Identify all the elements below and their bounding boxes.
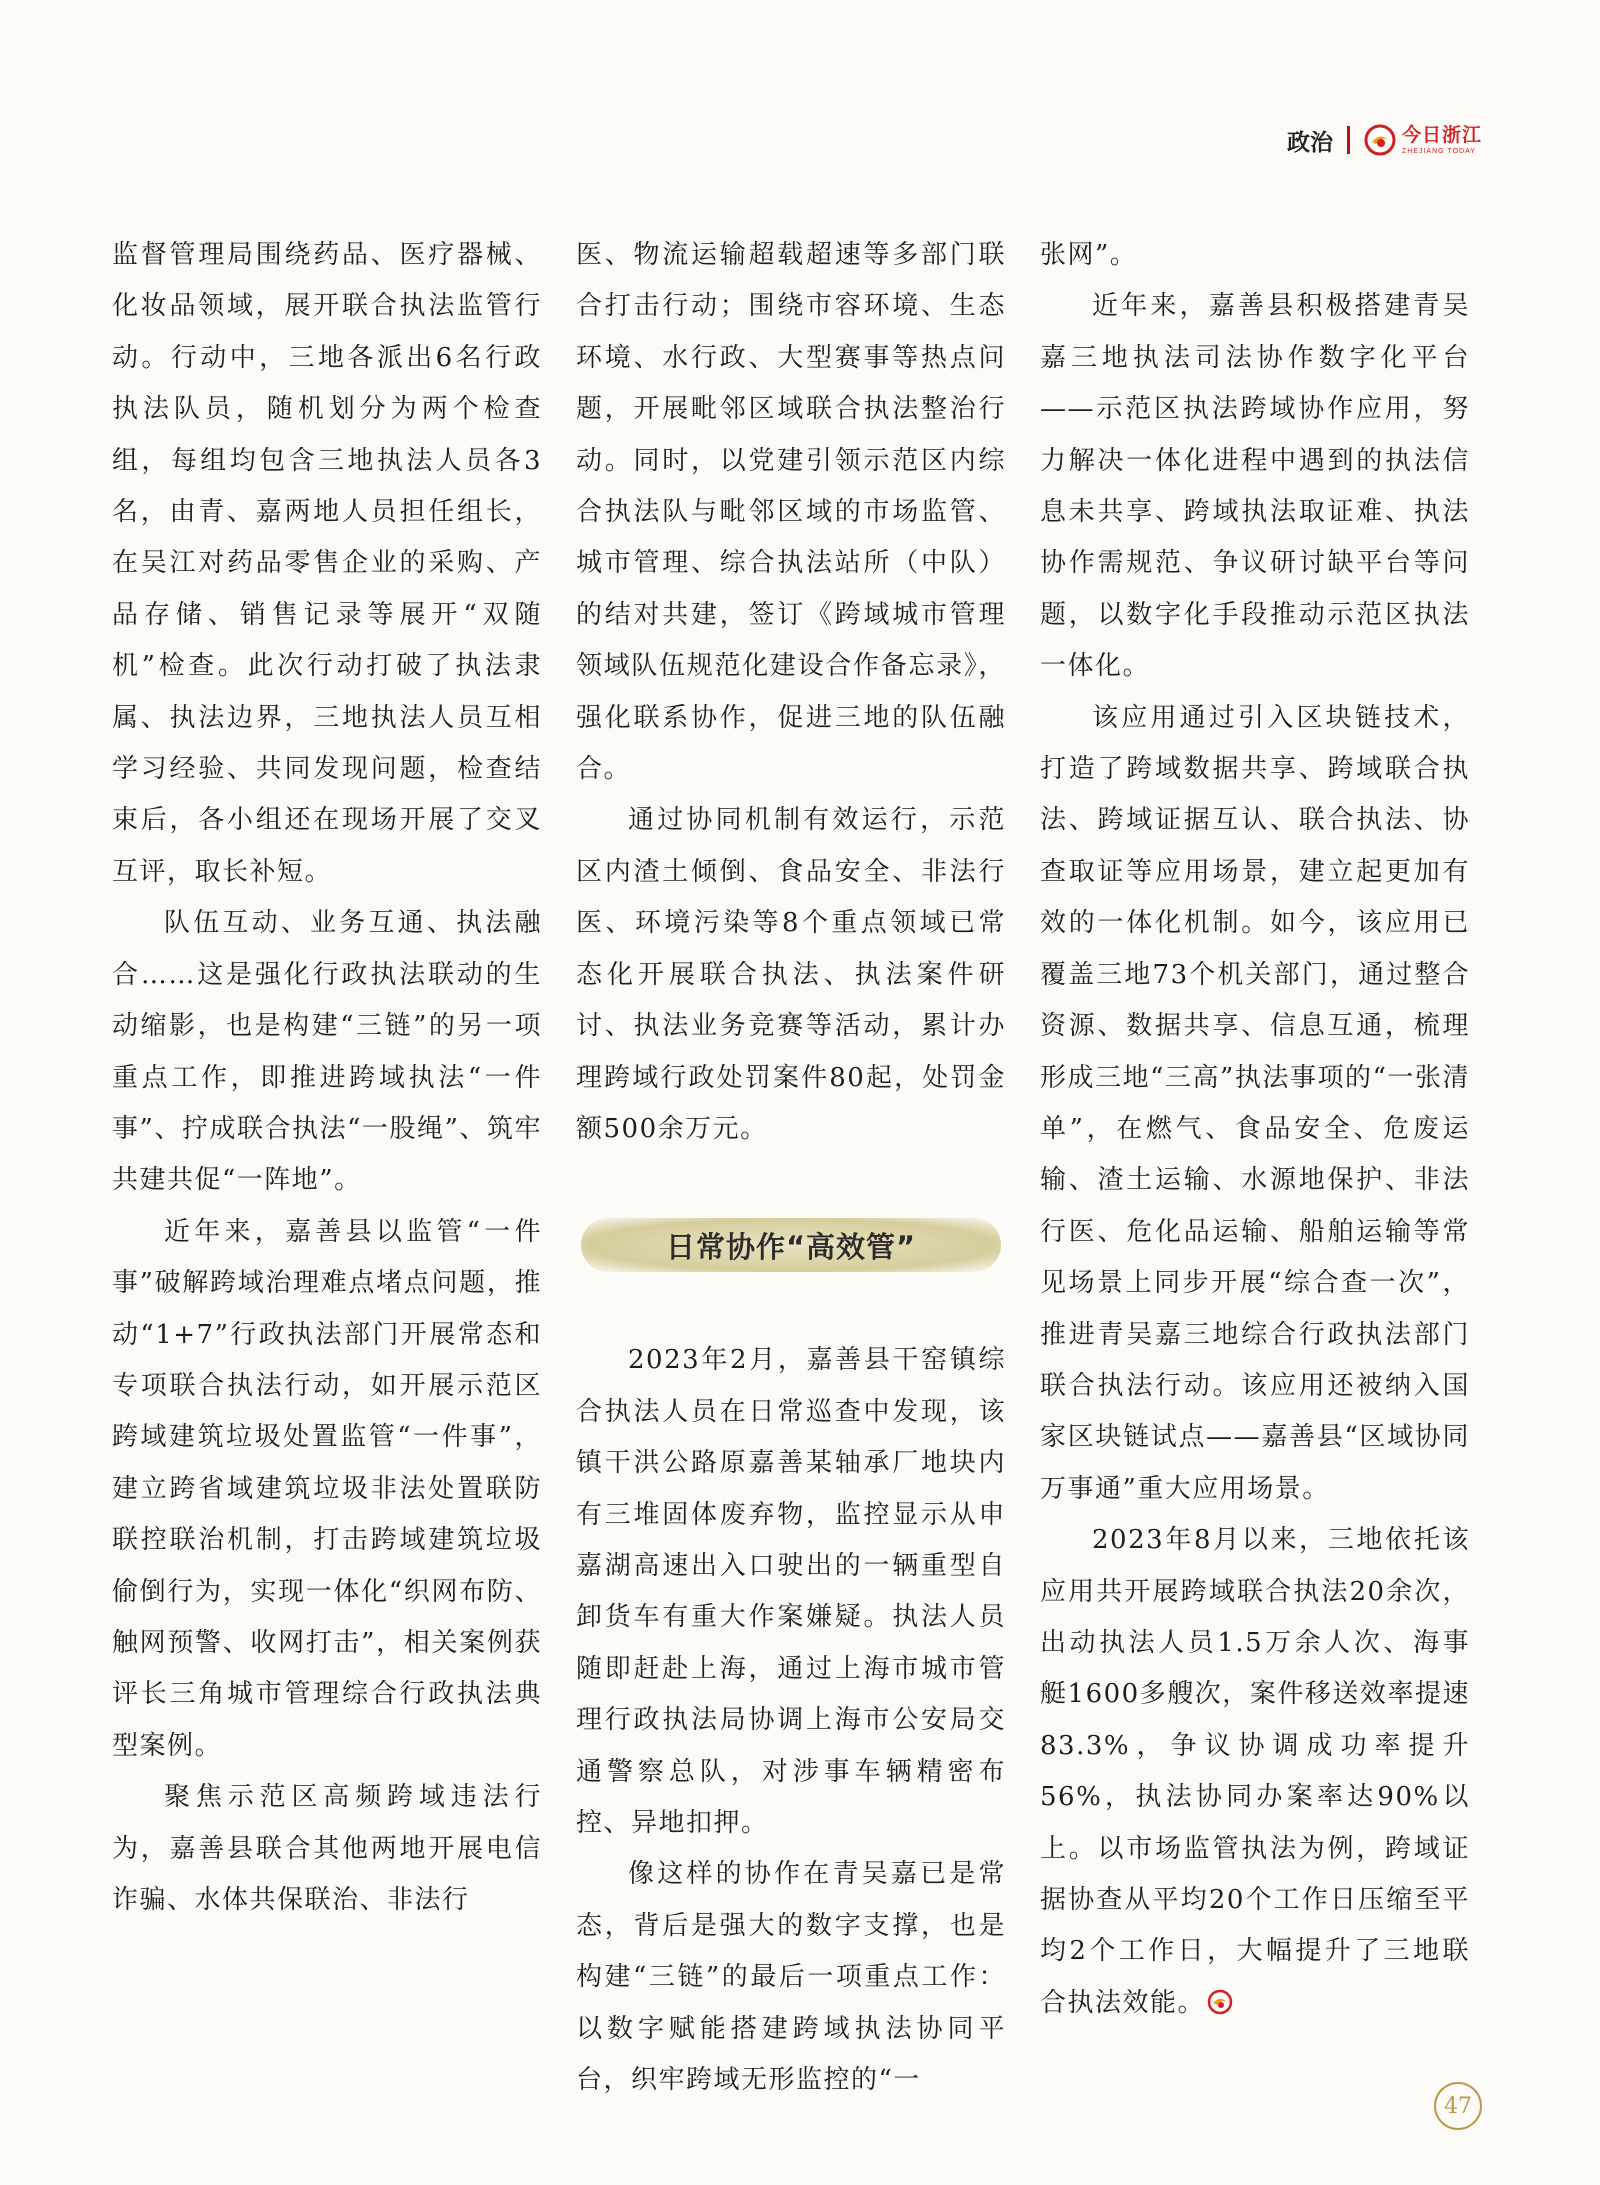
body-paragraph: 近年来，嘉善县积极搭建青吴嘉三地执法司法协作数字化平台——示范区执法跨域协作应用，努力解决一体化进程中遇到的执法信息未共享、跨域执法取证难、执法协作需规范、争议研讨缺平台等问题，以数字化手段推动示范区执法一体化。 xyxy=(1040,291,1470,682)
body-paragraph: 通过协同机制有效运行，示范区内渣土倾倒、食品安全、非法行医、环境污染等8个重点领域已常态化开展联合执法、执法案件研讨、执法业务竞赛等活动，累计办理跨域行政处罚案件80起，处罚金额500余万元。 xyxy=(576,805,1006,1144)
body-paragraph: 医、物流运输超载超速等多部门联合打击行动；围绕市容环境、生态环境、水行政、大型赛事等热点问题，开展毗邻区域联合执法整治行动。同时，以党建引领示范区内综合执法队与毗邻区域的市场监管、城市管理、综合执法站所（中队）的结对共建，签订《跨域城市管理领域队伍规范化建设合作备忘录》，强化联系协作，促进三地的队伍融合。 xyxy=(576,240,1006,785)
body-paragraph: 监督管理局围绕药品、医疗器械、化妆品领域，展开联合执法监管行动。行动中，三地各派出6名行政执法队员，随机划分为两个检查组，每组均包含三地执法人员各3名，由青、嘉两地人员担任组长，在吴江对药品零售企业的采购、产品存储、销售记录等展开“双随机”检查。此次行动打破了执法隶属、执法边界，三地执法人员互相学习经验、共同发现问题，检查结束后，各小组还在现场开展了交叉互评，取长补短。 xyxy=(112,240,542,887)
body-paragraph: 2023年2月，嘉善县干窑镇综合执法人员在日常巡查中发现，该镇干洪公路原嘉善某轴承厂地块内有三堆固体废弃物，监控显示从申嘉湖高速出入口驶出的一辆重型自卸货车有重大作案嫌疑。执法人员随即赶赴上海，通过上海市城市管理行政执法局协调上海市公安局交通警察总队，对涉事车辆精密布控、异地扣押。 xyxy=(576,1345,1006,1838)
body-paragraph: 张网”。 xyxy=(1040,240,1138,270)
body-paragraph: 聚焦示范区高频跨域违法行为，嘉善县联合其他两地开展电信诈骗、水体共保联治、非法行 xyxy=(112,1782,542,1915)
text-column-1 xyxy=(112,230,542,1926)
header-divider xyxy=(1347,126,1350,154)
logo-subtext: ZHEJIANG TODAY xyxy=(1401,147,1476,155)
body-paragraph: 2023年8月以来，三地依托该应用共开展跨域联合执法20余次，出动执法人员1.5万余人次、海事艇1600多艘次，案件移送效率提速83.3%，争议协调成功率提升56%，执法协同办案率达90%以上。以市场监管执法为例，跨域证据协查从平均20个工作日压缩至平均2个工作日，大幅提升了三地联合执法效能。 xyxy=(1040,1525,1470,2018)
section-subhead: 日常协作“高效管” xyxy=(581,1218,1001,1272)
end-mark-icon xyxy=(1207,1989,1233,2015)
section-label: 政治 xyxy=(1286,129,1333,156)
logo-swirl-icon xyxy=(1364,124,1396,156)
subhead-wrapper xyxy=(576,1155,1006,1335)
body-paragraph: 该应用通过引入区块链技术，打造了跨域数据共享、跨域联合执法、跨域证据互认、联合执法、协查取证等应用场景，建立起更加有效的一体化机制。如今，该应用已覆盖三地73个机关部门，通过整合资源、数据共享、信息互通，梳理形成三地“三高”执法事项的“一张清单”，在燃气、食品安全、危废运输、渣土运输、水源地保护、非法行医、危化品运输、船舶运输等常见场景上同步开展“综合查一次”，推进青吴嘉三地综合行政执法部门联合执法行动。该应用还被纳入国家区块链试点——嘉善县“区域协同万事通”重大应用场景。 xyxy=(1040,702,1470,1504)
body-paragraph: 像这样的协作在青吴嘉已是常态，背后是强大的数字支撑，也是构建“三链”的最后一项重点工作：以数字赋能搭建跨域执法协同平台，织牢跨域无形监控的“一 xyxy=(576,1859,1006,2095)
body-paragraph: 近年来，嘉善县以监管“一件事”破解跨域治理难点堵点问题，推动“1+7”行政执法部门开展常态和专项联合执法行动，如开展示范区跨域建筑垃圾处置监管“一件事”，建立跨省域建筑垃圾非法处置联防联控联治机制，打击跨域建筑垃圾偷倒行为，实现一体化“织网布防、触网预警、收网打击”，相关案例获评长三角城市管理综合行政执法典型案例。 xyxy=(112,1216,542,1761)
text-column-2 xyxy=(576,230,1006,2106)
magazine-logo xyxy=(1364,124,1482,156)
page-header xyxy=(1287,118,1482,162)
page-number: 47 xyxy=(1434,2082,1482,2130)
body-paragraph: 队伍互动、业务互通、执法融合……这是强化行政执法联动的生动缩影，也是构建“三链”的另一项重点工作，即推进跨域执法“一件事”、拧成联合执法“一股绳”、筑牢共建共促“一阵地”。 xyxy=(112,908,542,1196)
logo-text: 今日浙江 xyxy=(1401,123,1482,146)
text-column-3 xyxy=(1040,230,1470,2029)
